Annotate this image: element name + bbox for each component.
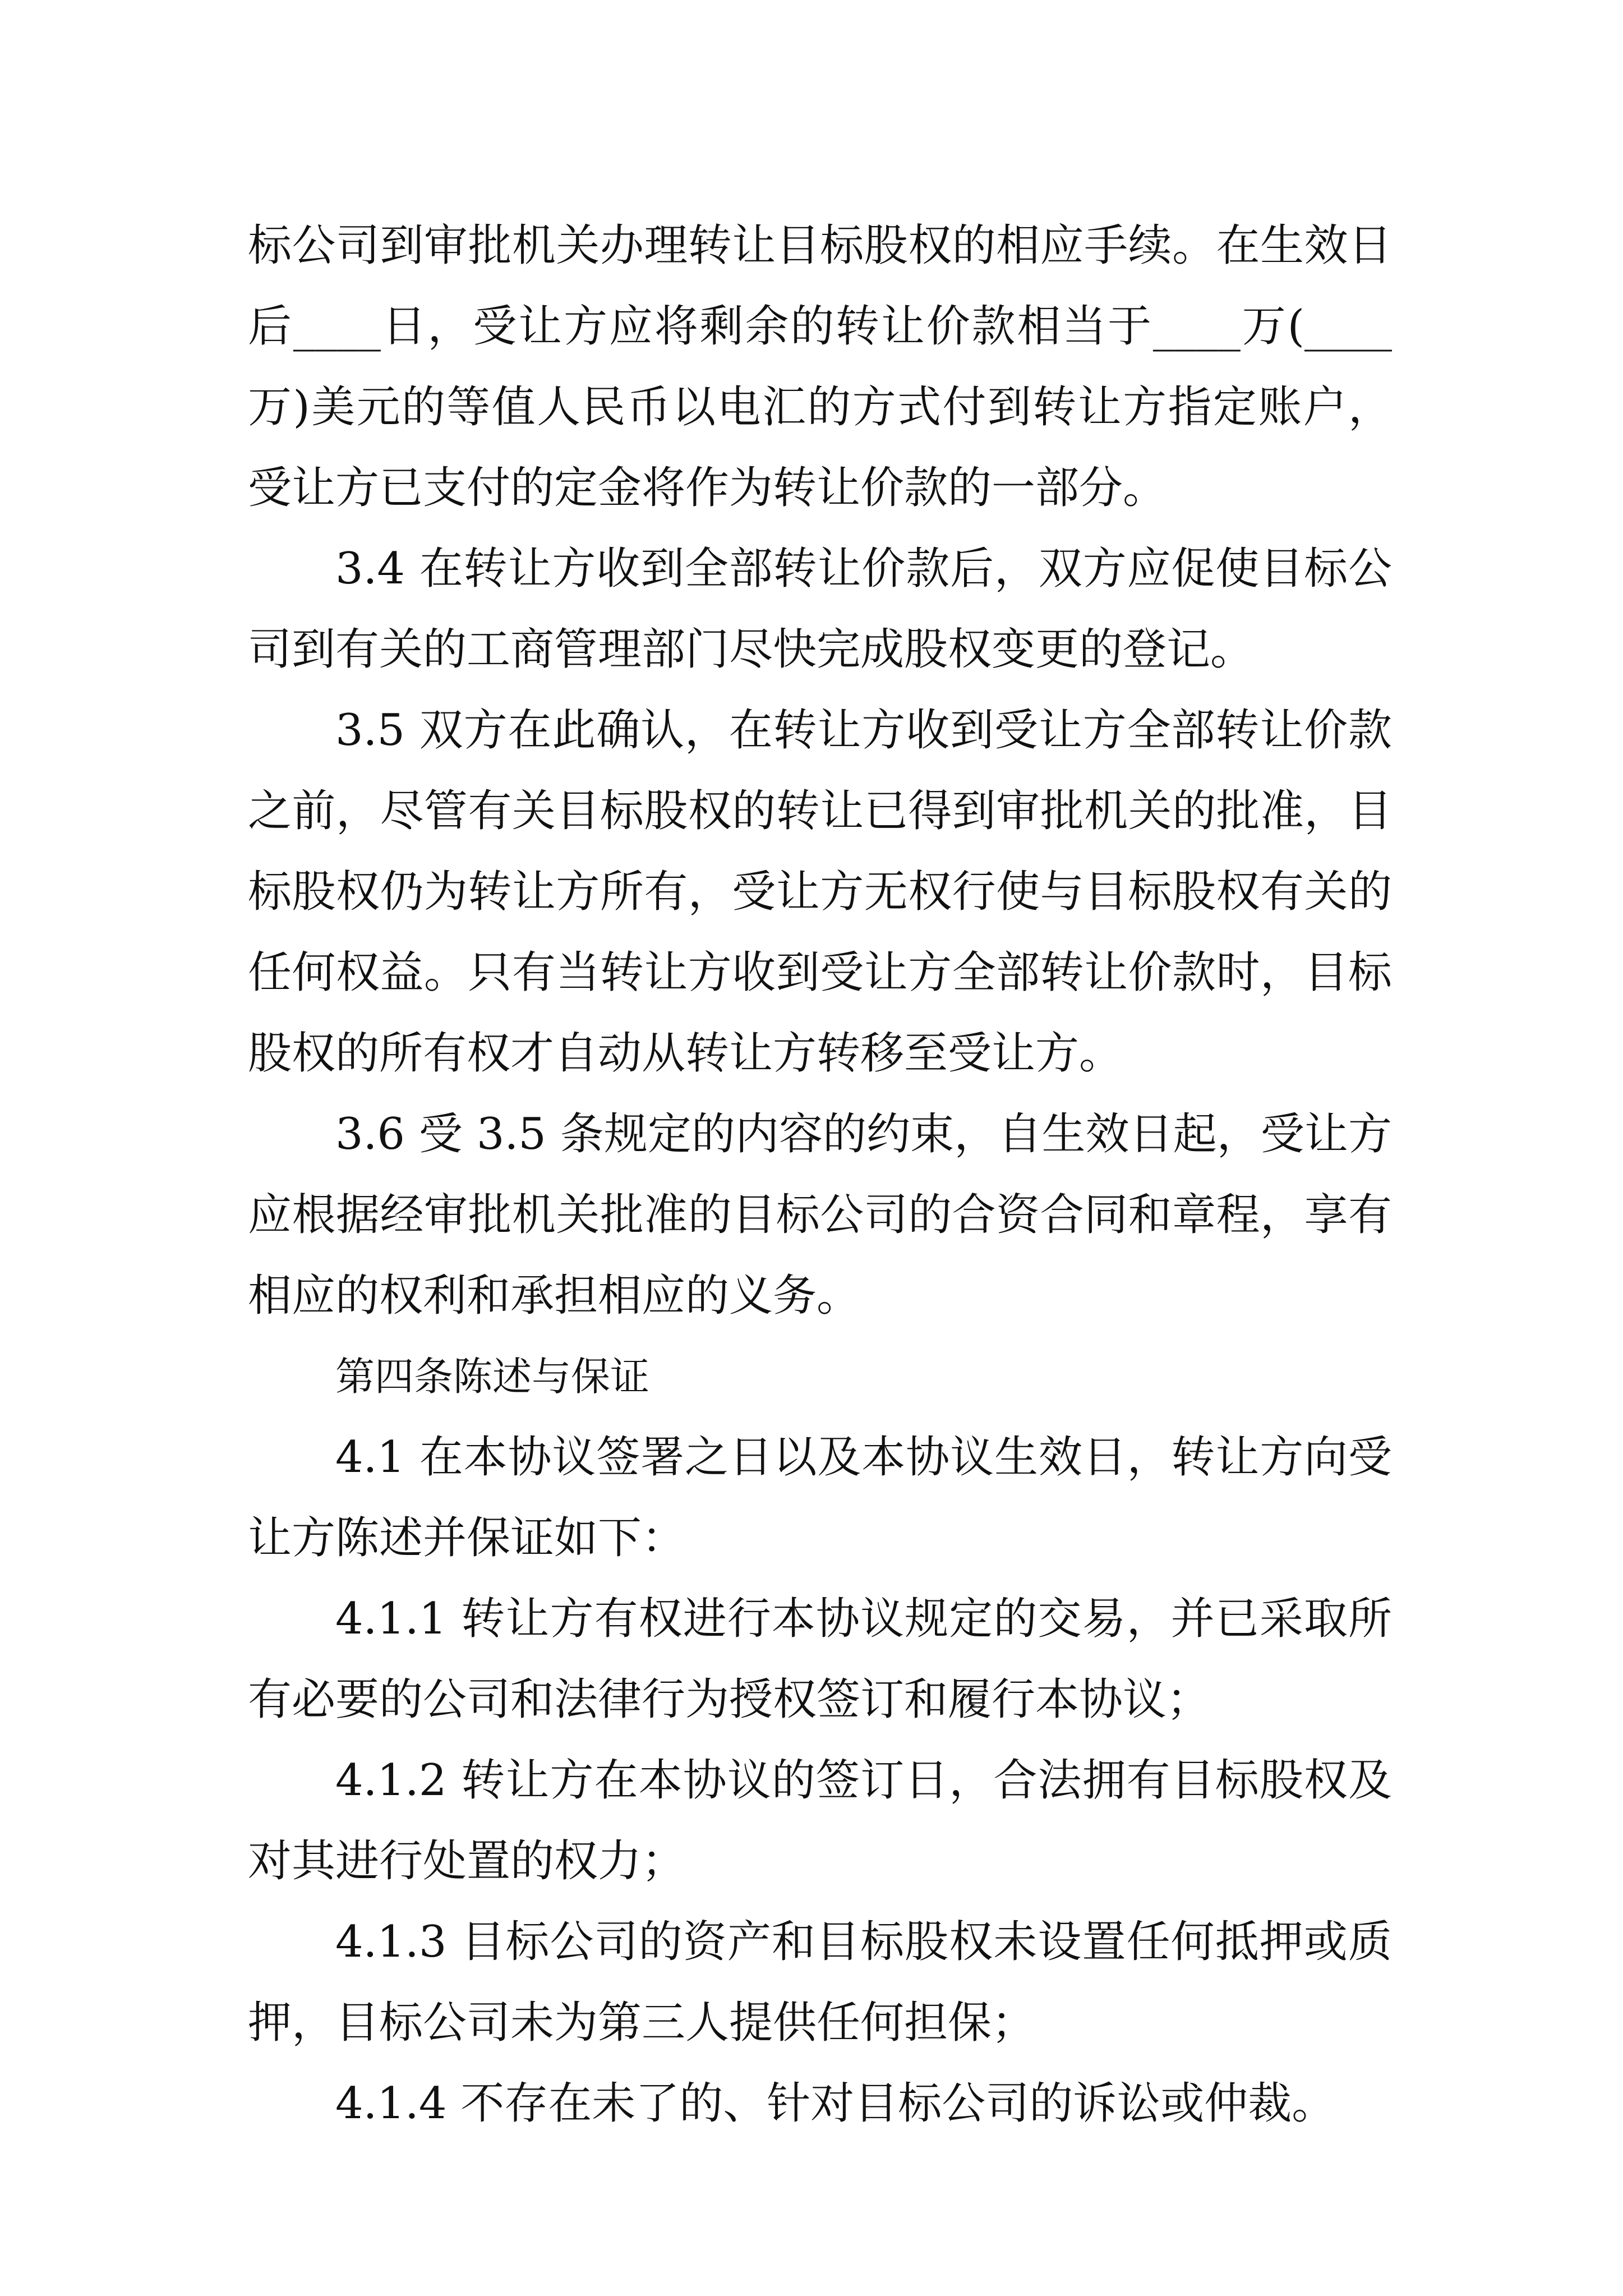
- clause-4-1-3: 4.1.3 目标公司的资产和目标股权未设置任何抵押或质押，目标公司未为第三人提供任何担保；: [248, 1917, 1392, 2048]
- document-body: [248, 205, 1392, 2144]
- clause-4-1: 4.1 在本协议签署之日以及本协议生效日，转让方向受让方陈述并保证如下：: [248, 1432, 1392, 1563]
- clause-3-5: 3.5 双方在此确认，在转让方收到受让方全部转让价款之前，尽管有关目标股权的转让已得到审批机关的批准，目标股权仍为转让方所有，受让方无权行使与目标股权有关的任何权益。只有当转让方收到受让方全部转让价款时，目标股权的所有权才自动从转让方转移至受让方。: [248, 705, 1392, 1079]
- clause-4-1-2: 4.1.2 转让方在本协议的签订日，合法拥有目标股权及对其进行处置的权力；: [248, 1755, 1392, 1887]
- article-4-heading: 第四条陈述与保证: [335, 1354, 649, 1400]
- clause-3-4: 3.4 在转让方收到全部转让价款后，双方应促使目标公司到有关的工商管理部门尽快完成股权变更的登记。: [248, 544, 1392, 675]
- clause-4-1-4: 4.1.4 不存在未了的、针对目标公司的诉讼或仲裁。: [335, 2078, 1336, 2129]
- clause-3-6: 3.6 受 3.5 条规定的内容的约束，自生效日起，受让方应根据经审批机关批准的目标公司的合资合同和章程，享有相应的权利和承担相应的义务。: [248, 1109, 1392, 1321]
- clause-4-1-1: 4.1.1 转让方有权进行本协议规定的交易，并已采取所有必要的公司和法律行为授权签订和履行本协议；: [248, 1594, 1392, 1725]
- paragraph-continuation: 标公司到审批机关办理转让目标股权的相应手续。在生效日后____日，受让方应将剩余的转让价款相当于____万(____万)美元的等值人民币以电汇的方式付到转让方指定账户，受让方已支付的定金将作为转让价款的一部分。: [248, 220, 1392, 513]
